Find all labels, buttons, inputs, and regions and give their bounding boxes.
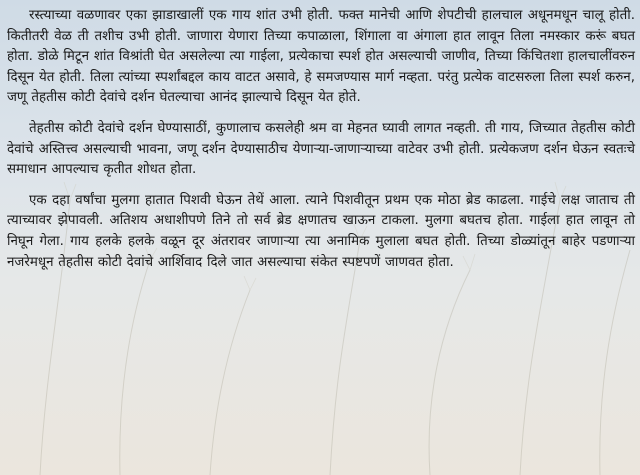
article-body xyxy=(7,6,635,273)
paragraph-2: तेहतीस कोटी देवांचे दर्शन घेण्यासाठीं, कुणालाच कसलेही श्रम वा मेहनत घ्यावी लागत नव्हती. ती गाय, जिच्यात तेहतीस कोटी देवांचे अस्तित्त्व असल्याची भावना, जणू दर्शन देण्यासाठीच येणाऱ्या-जाणाऱ्याच्या वाटेवर उभी होती. प्रत्येकजण दर्शन घेऊन स्वतःचे समाधान आपल्याच कृतीत शोधत होता. xyxy=(7,120,635,178)
paragraph-3: एक दहा वर्षांचा मुलगा हातात पिशवी घेऊन तेथें आला. त्याने पिशवीतून प्रथम एक मोठा ब्रेड काढला. गाईचे लक्ष जाताच ती त्याच्यावर झेपावली. अतिशय अधाशीपणे तिने तो सर्व ब्रेड क्षणातच खाऊन टाकला. मुलगा बघतच होता. गाईला हात लावून तो निघून गेला. गाय हलके हलके वळून दूर अंतरावर जाणाऱ्या त्या अनामिक मुलाला बघत होती. तिच्या डोळ्यांतून बाहेर पडणाऱ्या नजरेमधून तेहतीस कोटी देवांचे आर्शिवाद दिले जात असल्याचा संकेत स्पष्टपणें जाणवत होता. xyxy=(7,192,635,270)
paragraph-1: रस्त्याच्या वळणावर एका झाडाखालीं एक गाय शांत उभी होती. फक्त मानेची आणि शेपटीची हालचाल अधूनमधून चालू होती. कितीतरी वेळ ती तशीच उभी होती. जाणारा येणारा तिच्या कपाळाला, शिंगाला वा अंगाला हात लावून तिला नमस्कार करूं बघत होता. डोळे मिटून शांत विश्रांती घेत असलेल्या त्या गाईला, प्रत्येकाचा स्पर्श होत असल्याची जाणीव, तिच्या किंचितशा हालचालींवरुन दिसून येत होती. तिला त्यांच्या स्पर्शांबद्दल काय वाटत असावे, हे समजण्यास मार्ग नव्हता. परंतु प्रत्येक वाटसरुला तिला स्पर्श करुन, जणू तेहतीस कोटी देवांचे दर्शन घेतल्याचा आनंद झाल्याचे दिसून येत होते. xyxy=(7,8,635,106)
